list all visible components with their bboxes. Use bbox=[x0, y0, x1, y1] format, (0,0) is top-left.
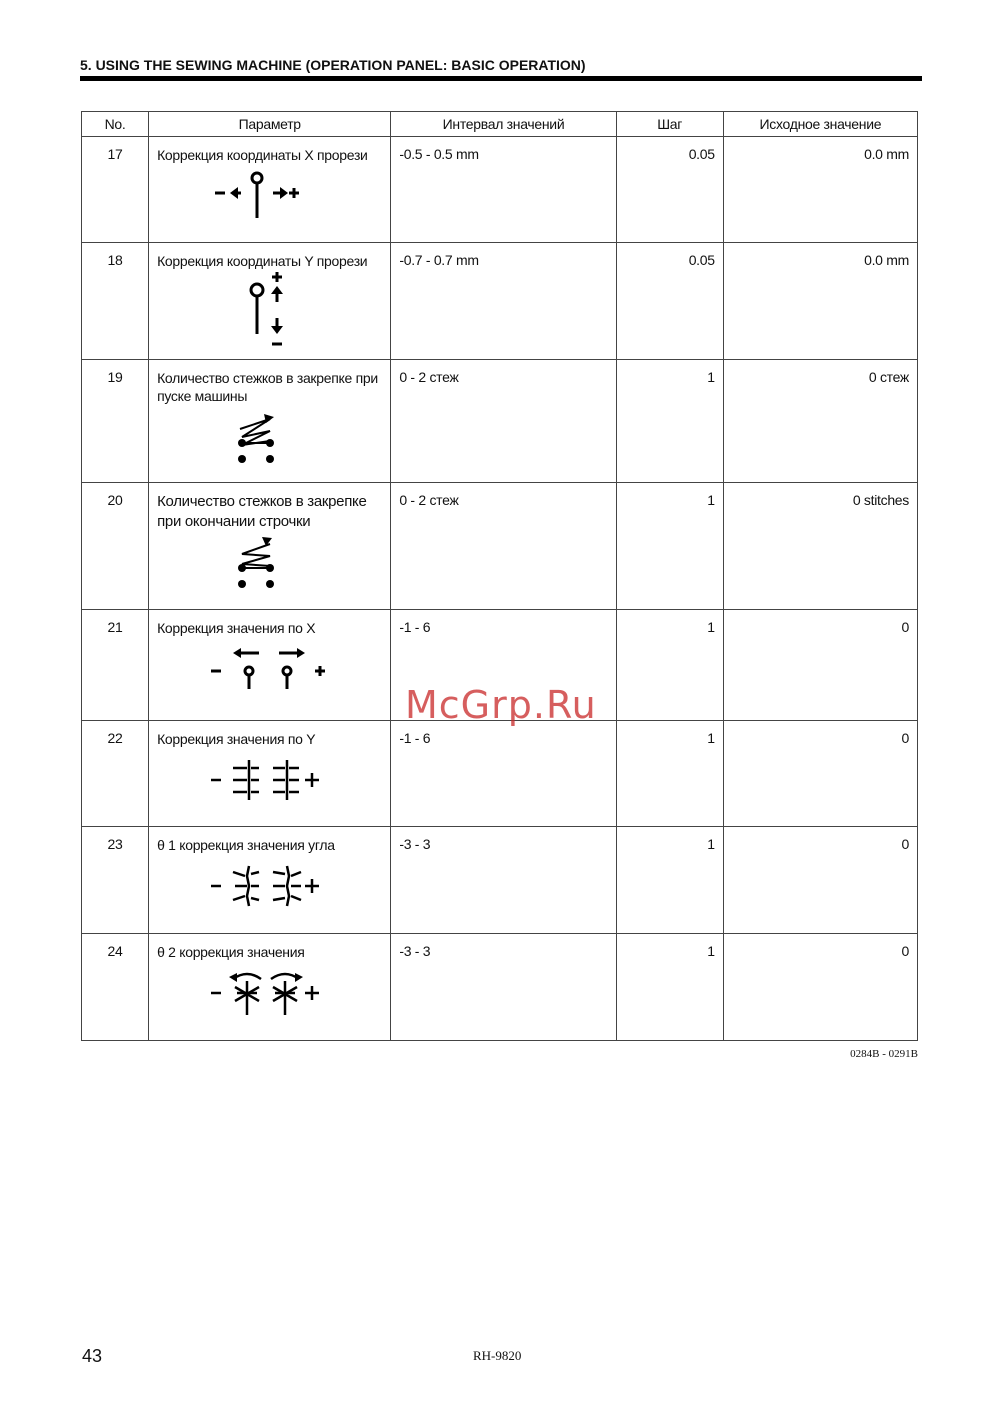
param-label: θ 1 коррекция значения угла bbox=[157, 837, 335, 853]
param-label: Коррекция значения по Y bbox=[157, 731, 316, 747]
theta2-correction-icon bbox=[207, 967, 337, 1019]
default-value: 0 stitches bbox=[723, 483, 917, 610]
step-value: 1 bbox=[616, 483, 723, 610]
y-value-correction-icon bbox=[207, 756, 337, 806]
range-value: -0.5 - 0.5 mm bbox=[391, 137, 616, 243]
buttonhole-x-shift-icon bbox=[207, 170, 317, 222]
table-row bbox=[82, 827, 918, 934]
row-no: 23 bbox=[82, 827, 149, 934]
header-param: Параметр bbox=[149, 112, 391, 137]
default-value: 0 bbox=[723, 721, 917, 827]
param-label: Коррекция координаты X прорези bbox=[157, 147, 368, 163]
step-value: 1 bbox=[616, 827, 723, 934]
header-default: Исходное значение bbox=[723, 112, 917, 137]
row-no: 21 bbox=[82, 610, 149, 721]
table-row bbox=[82, 721, 918, 827]
header-no: No. bbox=[82, 112, 149, 137]
range-value: -3 - 3 bbox=[391, 827, 616, 934]
default-value: 0.0 mm bbox=[723, 137, 917, 243]
step-value: 0.05 bbox=[616, 243, 723, 360]
table-row bbox=[82, 137, 918, 243]
table-row bbox=[82, 934, 918, 1041]
step-value: 1 bbox=[616, 934, 723, 1041]
table-row bbox=[82, 360, 918, 483]
range-value: -3 - 3 bbox=[391, 934, 616, 1041]
param-label: Коррекция значения по X bbox=[157, 620, 316, 636]
step-value: 1 bbox=[616, 610, 723, 721]
parameter-table bbox=[81, 111, 918, 1041]
step-value: 1 bbox=[616, 721, 723, 827]
default-value: 0 bbox=[723, 934, 917, 1041]
figure-code: 0284B - 0291B bbox=[850, 1048, 918, 1060]
table-row bbox=[82, 243, 918, 360]
start-tack-stitches-icon bbox=[232, 409, 342, 469]
step-value: 0.05 bbox=[616, 137, 723, 243]
default-value: 0.0 mm bbox=[723, 243, 917, 360]
watermark: McGrp.Ru bbox=[405, 683, 597, 727]
range-value: -0.7 - 0.7 mm bbox=[391, 243, 616, 360]
row-no: 22 bbox=[82, 721, 149, 827]
table-header-row bbox=[82, 112, 918, 137]
row-no: 18 bbox=[82, 243, 149, 360]
page-number: 43 bbox=[82, 1346, 103, 1366]
param-label: θ 2 коррекция значения bbox=[157, 944, 305, 960]
header-range: Интервал значений bbox=[391, 112, 616, 137]
param-label: Коррекция координаты Y прорези bbox=[157, 253, 368, 269]
buttonhole-y-shift-icon bbox=[207, 272, 317, 352]
param-label: Количество стежков в закрепке при окончании строчки bbox=[157, 493, 367, 530]
table-row bbox=[82, 483, 918, 610]
row-no: 20 bbox=[82, 483, 149, 610]
section-title: 5. USING THE SEWING MACHINE (OPERATION PANEL: BASIC OPERATION) bbox=[80, 57, 586, 73]
end-tack-stitches-icon bbox=[232, 534, 342, 594]
range-value: 0 - 2 стеж bbox=[391, 483, 616, 610]
default-value: 0 стеж bbox=[723, 360, 917, 483]
header-step: Шаг bbox=[616, 112, 723, 137]
row-no: 19 bbox=[82, 360, 149, 483]
header-rule bbox=[80, 76, 922, 81]
param-label: Количество стежков в закрепке при пуске машины bbox=[157, 370, 378, 404]
range-value: 0 - 2 стеж bbox=[391, 360, 616, 483]
range-value: -1 - 6 bbox=[391, 610, 616, 721]
row-no: 17 bbox=[82, 137, 149, 243]
range-value: -1 - 6 bbox=[391, 721, 616, 827]
step-value: 1 bbox=[616, 360, 723, 483]
model-name: RH-9820 bbox=[473, 1348, 522, 1363]
default-value: 0 bbox=[723, 610, 917, 721]
x-value-correction-icon bbox=[207, 645, 337, 695]
theta1-angle-correction-icon bbox=[207, 862, 337, 912]
row-no: 24 bbox=[82, 934, 149, 1041]
default-value: 0 bbox=[723, 827, 917, 934]
